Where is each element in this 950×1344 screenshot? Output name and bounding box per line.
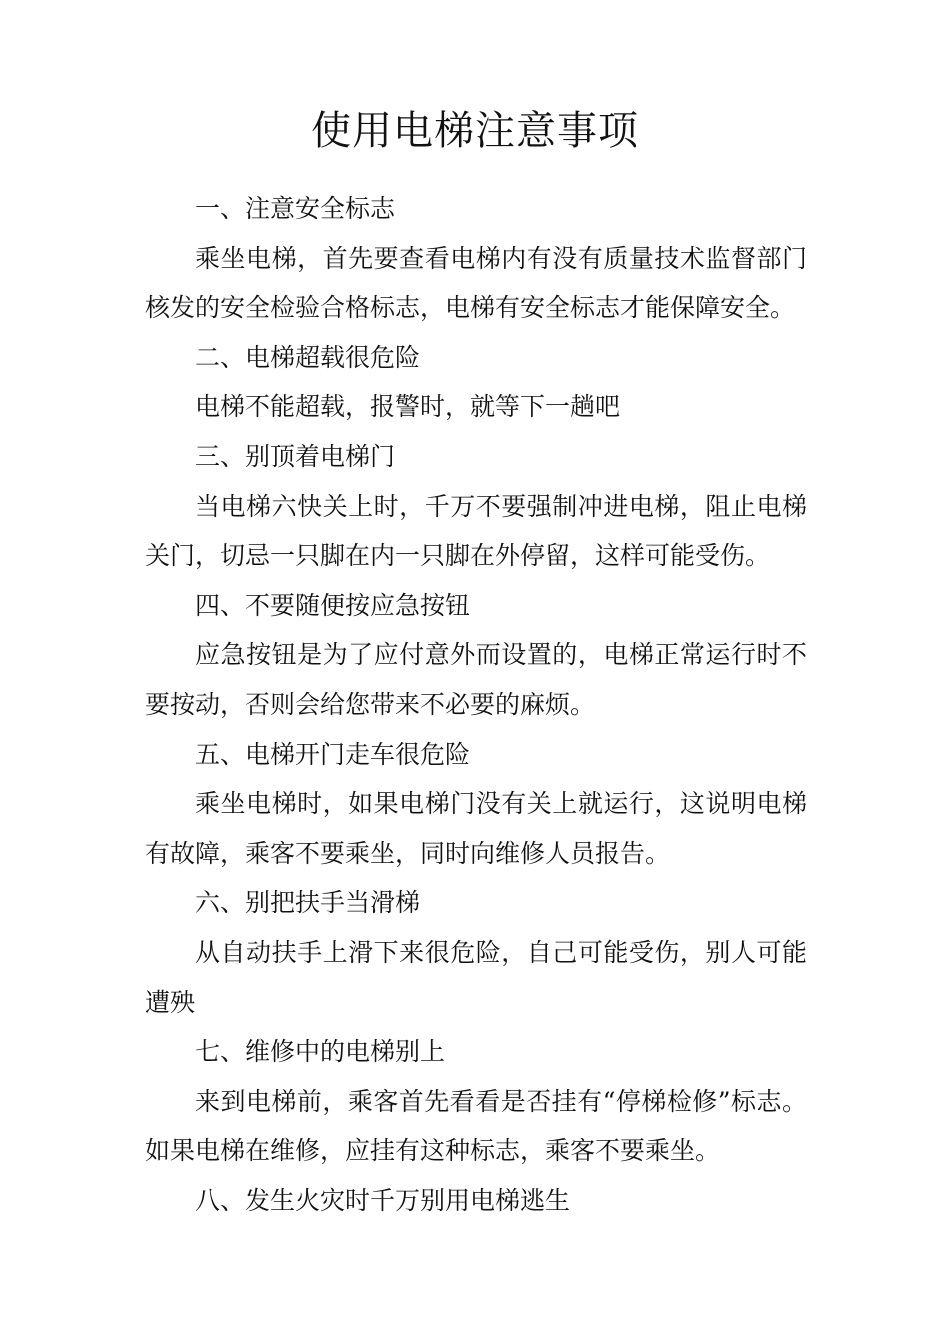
section-heading: 五、电梯开门走车很危险 [195, 739, 471, 769]
section-heading: 七、维修中的电梯别上 [195, 1037, 446, 1067]
body-paragraph: 乘坐电梯，首先要查看电梯内有没有质量技术监督部门核发的安全检验合格标志，电梯有安全标志才能保障安全。 [145, 243, 807, 323]
document-body [145, 184, 807, 1225]
section-heading: 一、注意安全标志 [195, 194, 396, 223]
body-paragraph: 乘坐电梯时，如果电梯门没有关上就运行，这说明电梯有故障，乘客不要乘坐，同时向维修人员报告。 [145, 789, 807, 868]
body-paragraph: 来到电梯前，乘客首先看看是否挂有“停梯检修”标志。如果电梯在维修，应挂有这种标志，乘客不要乘坐。 [145, 1086, 807, 1166]
body-paragraph: 从自动扶手上滑下来很危险，自己可能受伤，别人可能遭殃 [145, 937, 807, 1017]
body-paragraph: 应急按钮是为了应付意外而设置的，电梯正常运行时不要按动，否则会给您带来不必要的麻烦。 [145, 640, 807, 719]
body-paragraph: 电梯不能超载，报警时，就等下一趟吧 [195, 392, 621, 422]
section-heading: 三、别顶着电梯门 [195, 441, 396, 471]
section-heading: 六、别把扶手当滑梯 [195, 888, 421, 918]
section-heading: 二、电梯超载很危险 [195, 342, 421, 372]
document-title: 使用电梯注意事项 [311, 108, 639, 154]
section-heading: 八、发生火灾时千万别用电梯逃生 [195, 1185, 571, 1215]
body-paragraph: 当电梯六快关上时，千万不要强制冲进电梯，阻止电梯关门，切忌一只脚在内一只脚在外停留，这样可能受伤。 [145, 491, 807, 571]
section-heading: 四、不要随便按应急按钮 [195, 590, 471, 620]
